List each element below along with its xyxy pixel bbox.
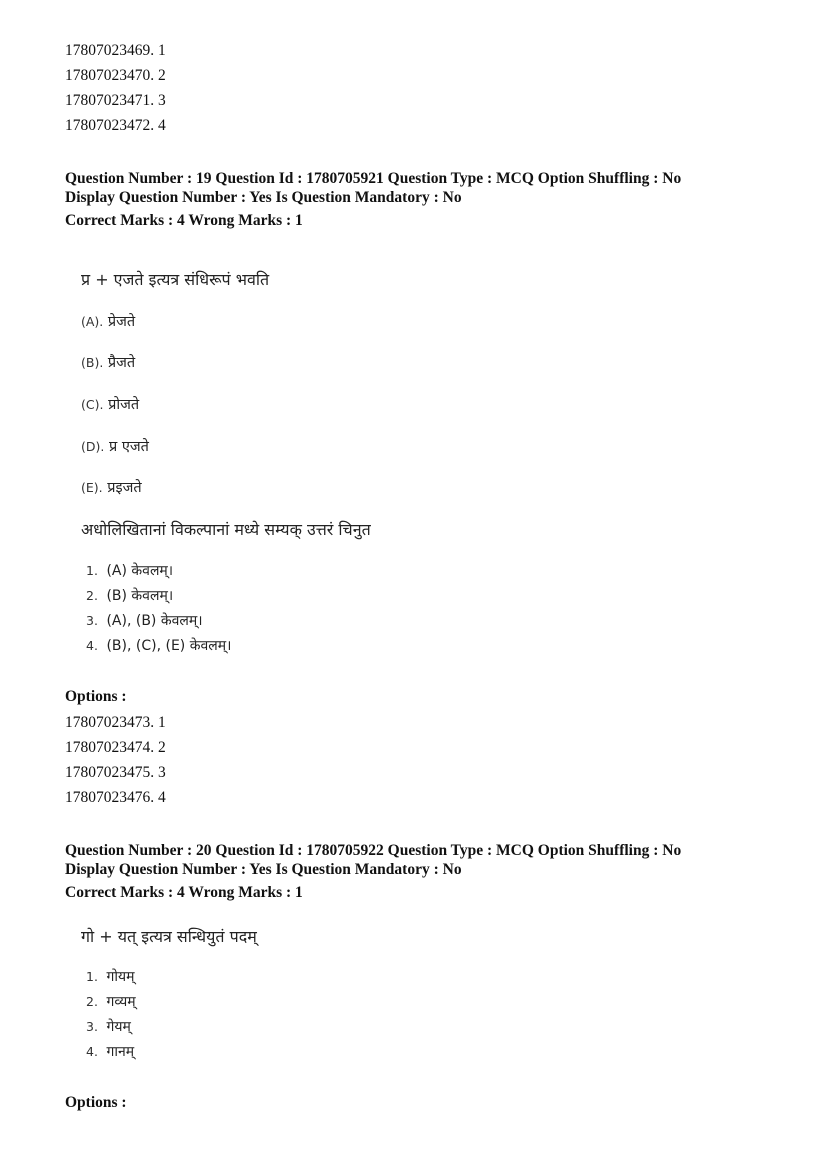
answer-item <box>86 636 231 655</box>
option-id-line: 17807023472. 4 <box>65 117 166 134</box>
answer-number: 3. <box>86 613 98 628</box>
answer-item <box>86 561 173 580</box>
question-meta-line: Display Question Number : Yes Is Question Mandatory : No <box>65 861 462 878</box>
choice-text: प्रैजते <box>107 355 136 371</box>
instruction-text: अधोलिखितानां विकल्पानां मध्ये सम्यक् उत्तरं चिनुत <box>81 520 371 539</box>
option-id-line: 17807023474. 2 <box>65 739 166 756</box>
choice-label: (C). <box>81 397 104 412</box>
answer-number: 1. <box>86 969 98 984</box>
answer-item <box>86 611 203 630</box>
choice-text: प्रोजते <box>108 397 140 413</box>
option-id-line: 17807023475. 3 <box>65 764 166 781</box>
answer-text: गोयम् <box>106 969 135 985</box>
option-id-line: 17807023473. 1 <box>65 714 166 731</box>
answer-text: (A), (B) केवलम्। <box>106 613 203 629</box>
answer-number: 4. <box>86 638 98 653</box>
answer-text: (B) केवलम्। <box>106 588 174 604</box>
choice-a <box>81 311 135 331</box>
choice-text: प्र एजते <box>108 439 149 455</box>
choice-text: प्रेजते <box>107 314 136 330</box>
answer-text: गेयम् <box>106 1019 131 1035</box>
answer-number: 4. <box>86 1044 98 1059</box>
option-id-line: 17807023476. 4 <box>65 789 166 806</box>
choice-label: (D). <box>81 439 105 454</box>
question-text: गो + यत् इत्यत्र सन्धियुतं पदम् <box>81 927 257 946</box>
choice-b <box>81 352 135 372</box>
choice-label: (E). <box>81 480 103 495</box>
question-meta-line: Display Question Number : Yes Is Question Mandatory : No <box>65 189 462 206</box>
option-id-line: 17807023471. 3 <box>65 92 166 109</box>
options-label: Options : <box>65 688 127 705</box>
answer-item <box>86 1017 131 1036</box>
options-label: Options : <box>65 1094 127 1111</box>
answer-item <box>86 992 136 1011</box>
answer-text: (A) केवलम्। <box>106 563 174 579</box>
question-meta-line: Question Number : 19 Question Id : 1780705921 Question Type : MCQ Option Shuffling : No <box>65 170 682 187</box>
answer-text: गानम् <box>106 1044 135 1060</box>
answer-number: 1. <box>86 563 98 578</box>
question-text: प्र + एजते इत्यत्र संधिरूपं भवति <box>81 270 270 289</box>
answer-item <box>86 967 134 986</box>
choice-label: (A). <box>81 314 104 329</box>
question-meta-line: Question Number : 20 Question Id : 1780705922 Question Type : MCQ Option Shuffling : No <box>65 842 682 859</box>
option-id-line: 17807023470. 2 <box>65 67 166 84</box>
choice-e <box>81 477 142 497</box>
answer-text: (B), (C), (E) केवलम्। <box>106 638 232 654</box>
choice-c <box>81 394 139 414</box>
answer-number: 2. <box>86 994 98 1009</box>
answer-number: 2. <box>86 588 98 603</box>
question-marks-line: Correct Marks : 4 Wrong Marks : 1 <box>65 884 303 901</box>
answer-item <box>86 1042 134 1061</box>
answer-item <box>86 586 173 605</box>
question-marks-line: Correct Marks : 4 Wrong Marks : 1 <box>65 212 303 229</box>
answer-text: गव्यम् <box>106 994 136 1010</box>
option-id-line: 17807023469. 1 <box>65 42 166 59</box>
answer-number: 3. <box>86 1019 98 1034</box>
choice-text: प्रइजते <box>107 480 142 496</box>
choice-label: (B). <box>81 355 104 370</box>
choice-d <box>81 436 149 456</box>
